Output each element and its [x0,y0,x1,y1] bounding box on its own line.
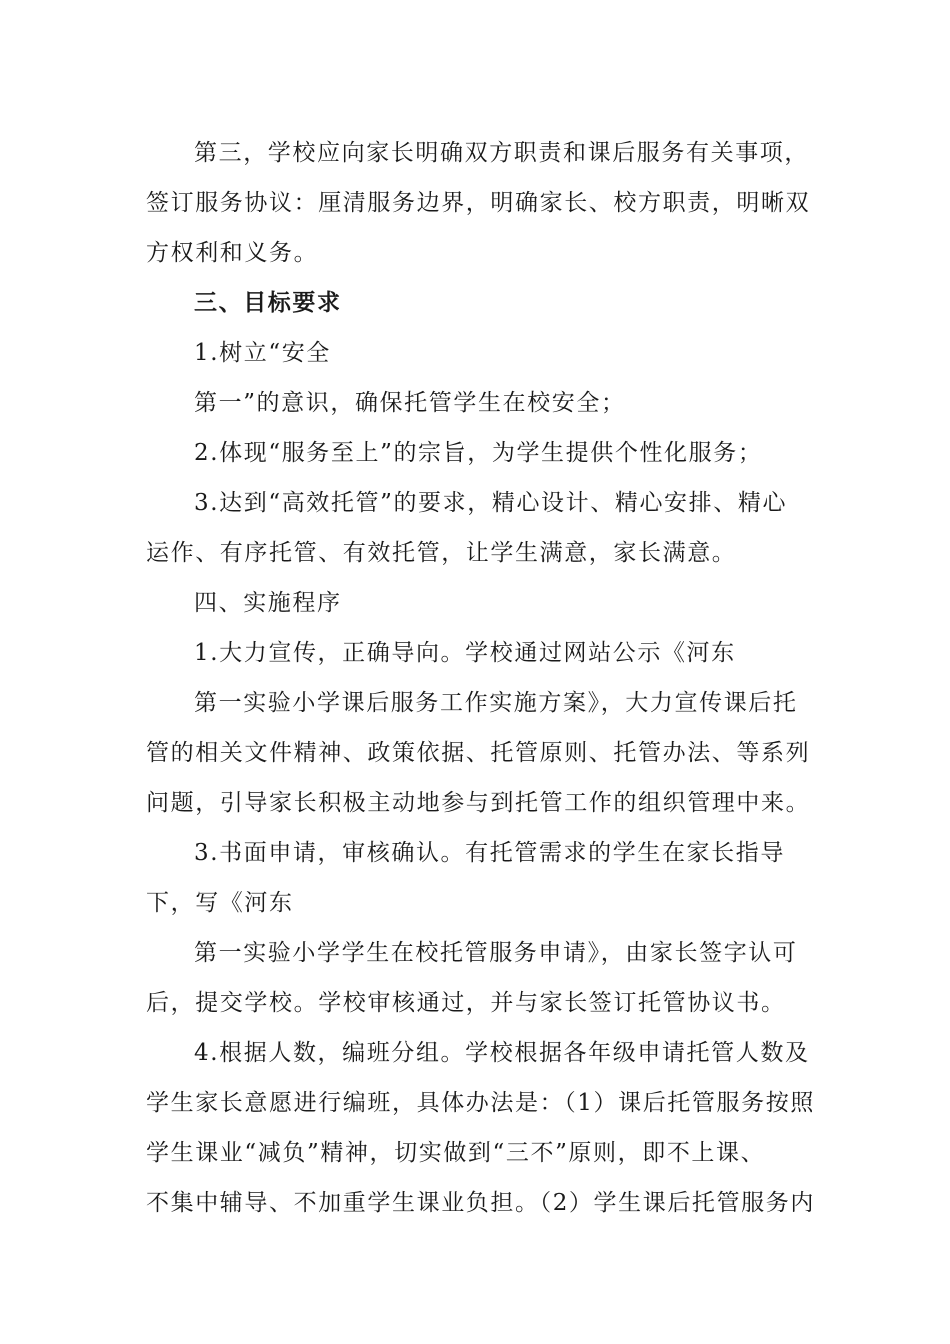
text-line: 4.根据人数，编班分组。学校根据各年级申请托管人数及 [194,1040,810,1066]
document-body [146,128,815,1228]
text-line: 2.体现“服务至上”的宗旨，为学生提供个性化服务； [194,440,763,466]
text-line: 3.达到“高效托管”的要求，精心设计、精心安排、精心 [194,490,788,516]
text-line: 3.书面申请，审核确认。有托管需求的学生在家长指导 [194,840,785,866]
text-line: 问题，引导家长积极主动地参与到托管工作的组织管理中来。 [146,790,811,816]
text-line: 1.大力宣传，正确导向。学校通过网站公示《河东 [194,640,736,666]
text-line: 1.树立“安全 [194,340,331,366]
text-line: 第一实验小学课后服务工作实施方案》，大力宣传课后托 [194,690,798,716]
text-line: 管的相关文件精神、政策依据、托管原则、托管办法、等系列 [146,740,811,766]
text-line: 第三，学校应向家长明确双方职责和课后服务有关事项， [194,140,809,166]
text-line: 不集中辅导、不加重学生课业负担。（2）学生课后托管服务内 [146,1190,815,1216]
text-line: 运作、有序托管、有效托管，让学生满意，家长满意。 [146,540,737,566]
text-line: 四、实施程序 [194,590,342,616]
text-line: 第一”的意识，确保托管学生在校安全； [194,390,626,416]
text-line: 下，写《河东 [146,890,294,916]
text-line: 后，提交学校。学校审核通过，并与家长签订托管协议书。 [146,990,786,1016]
text-line: 签订服务协议：厘清服务边界，明确家长、校方职责，明晰双 [146,190,811,216]
text-line: 学生家长意愿进行编班，具体办法是：（1）课后托管服务按照 [146,1090,815,1116]
text-line: 第一实验小学学生在校托管服务申请》，由家长签字认可 [194,940,798,966]
text-line: 学生课业“减负”精神，切实做到“三不”原则，即不上课、 [146,1140,766,1166]
section-heading: 三、目标要求 [194,289,342,316]
text-line: 方权利和义务。 [146,240,319,266]
